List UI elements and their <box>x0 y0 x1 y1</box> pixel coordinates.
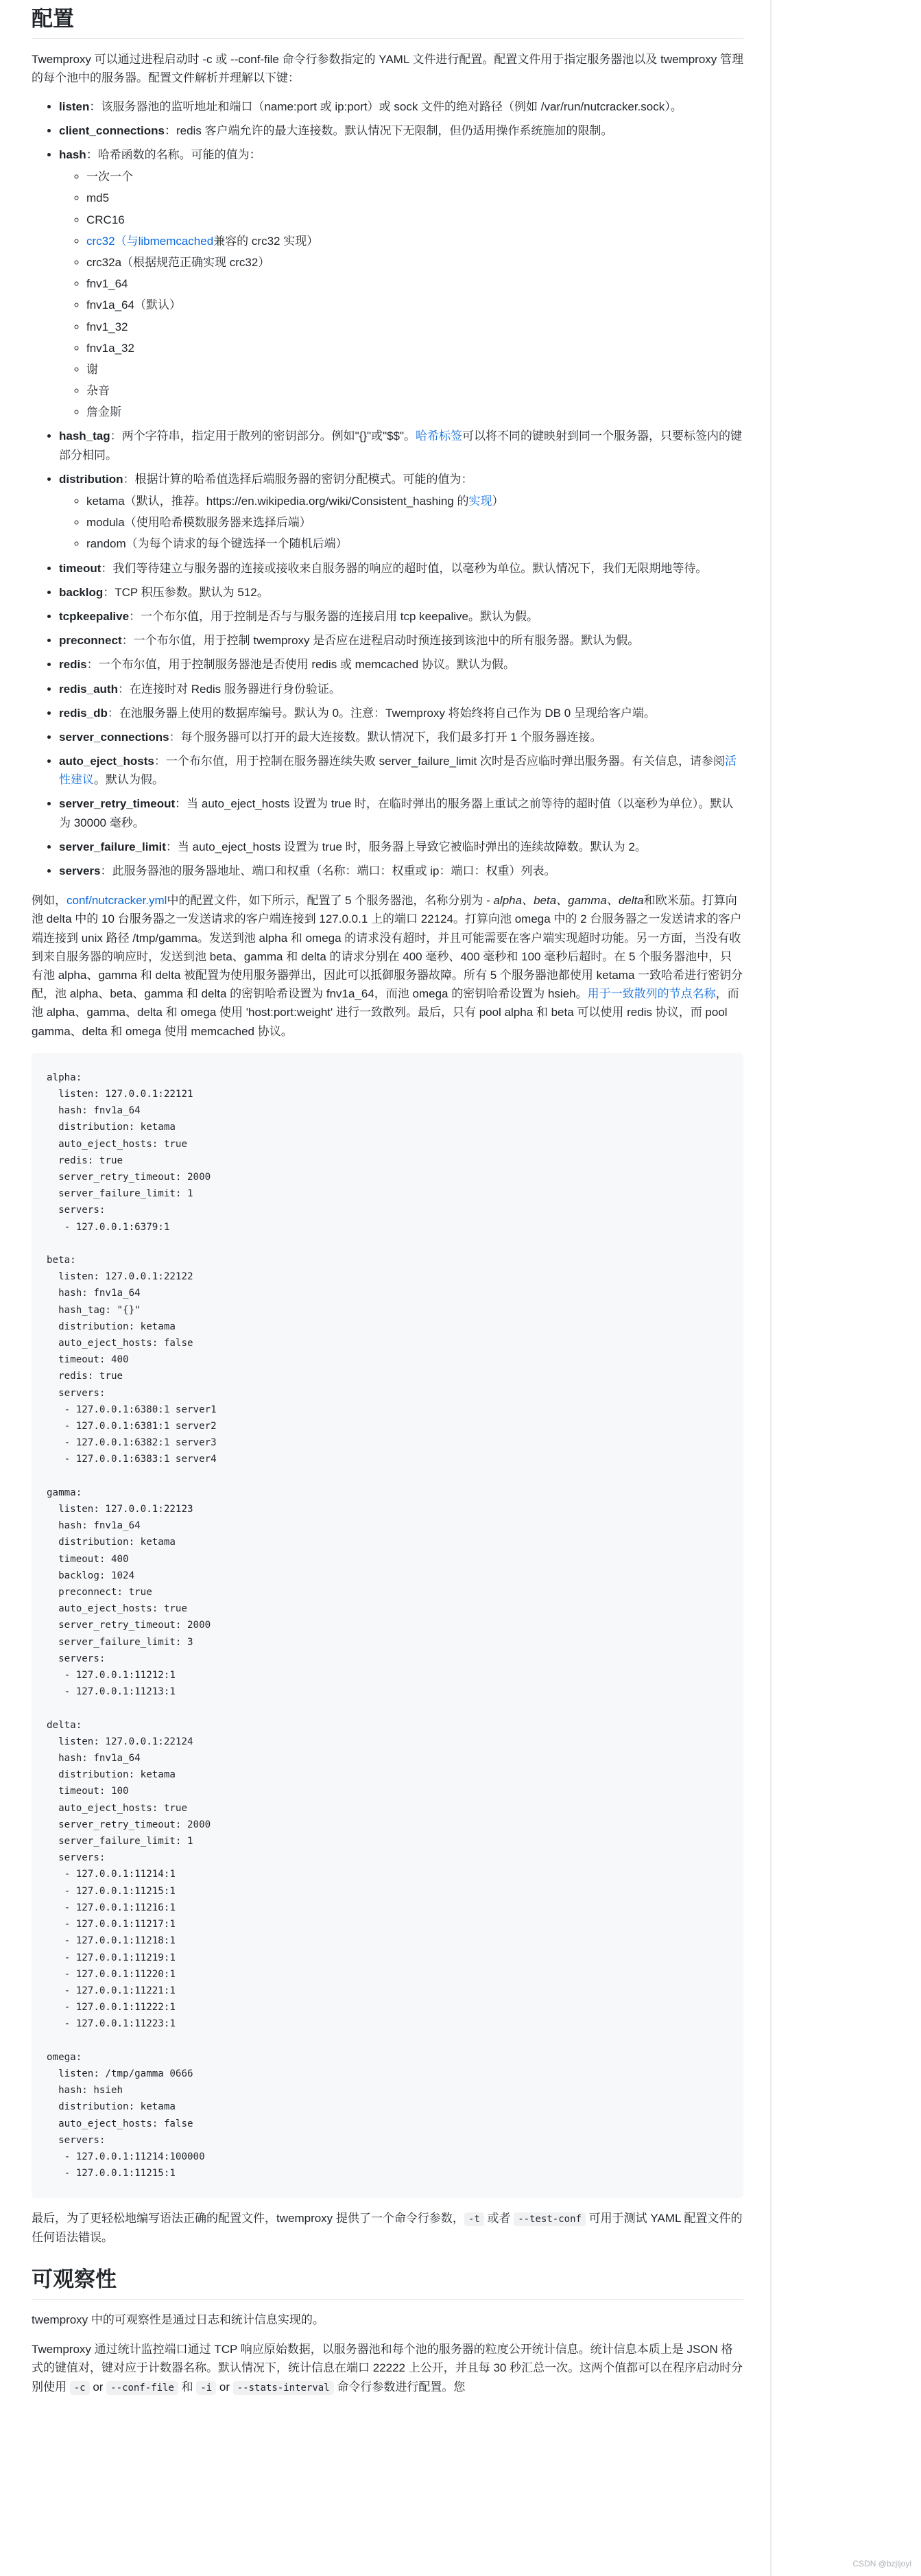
watermark: CSDN @bzjljoyl <box>852 2558 911 2568</box>
inline-code: --test-conf <box>514 2212 586 2226</box>
sidebar-divider <box>770 0 772 2576</box>
config-intro: Twemproxy 可以通过进程启动时 -c 或 --conf-file 命令行参数指定的 YAML 文件进行配置。配置文件用于指定服务器池以及 twemproxy 管理的每个池中的服务器。配置文件解析并理解以下键： <box>32 53 744 85</box>
list-item: ◦ fnv1_32 <box>86 318 743 336</box>
inline-code: --conf-file <box>106 2381 178 2395</box>
crc32-libmemcached-link[interactable]: crc32（与libmemcached <box>86 234 214 248</box>
hash-tags-link[interactable]: 哈希标签 <box>416 429 463 443</box>
list-item: ◦ 一次一个 <box>86 167 743 186</box>
key-desc: ：一个布尔值，用于控制在服务器连续失败 server_failure_limit 次时是否应临时弹出服务器。有关信息，请参阅 <box>154 755 725 768</box>
inline-code: --stats-interval <box>233 2381 334 2395</box>
inline-code: -c <box>70 2381 90 2395</box>
final-text: 或者 <box>483 2212 514 2225</box>
list-item: ◦ random（为每个请求的每个键选择一个随机后端） <box>86 534 743 553</box>
observability-intro: twemproxy 中的可观察性是通过日志和统计信息实现的。 <box>32 2313 324 2327</box>
list-item <box>86 492 743 510</box>
key-name: listen <box>59 99 90 113</box>
pool-names: alpha、beta、gamma、delta <box>493 894 644 908</box>
list-item <box>59 97 743 116</box>
example-paragraph <box>32 891 743 1041</box>
key-name: hash <box>59 148 86 162</box>
key-name: server_connections <box>59 730 169 744</box>
final-text: 最后，为了更轻松地编写语法正确的配置文件，twemproxy 提供了一个命令行参数， <box>32 2212 464 2225</box>
crc32-rest: 兼容的 crc32 实现） <box>213 234 319 248</box>
example-text: ，而池 alpha、gamma、delta 和 omega 使用 'host:port:weight' 进行一致散列。最后，只有 pool alpha 和 beta 可以使用 redis 协议，而 pool gamma、delta 和 omega 使用 memcached 协议。 <box>32 987 739 1038</box>
key-name: tcpkeepalive <box>59 609 130 623</box>
list-item: ◦ fnv1a_32 <box>86 339 743 357</box>
list-item: ◦ fnv1_64 <box>86 274 743 293</box>
test-conf-paragraph <box>32 2209 743 2246</box>
key-desc: ：两个字符串，指定用于散列的密钥部分。例如"{}"或"$$"。 <box>110 429 416 443</box>
final-text: 可用于测试 YAML 配置文件的任何语法错误。 <box>32 2212 743 2244</box>
dist-text: ） <box>492 495 504 508</box>
key-desc: ：一个布尔值，用于控制服务器池是否使用 redis 或 memcached 协议。默认为假。 <box>86 658 515 672</box>
key-desc: ：一个布尔值，用于控制 twemproxy 是否应在进程启动时预连接到该池中的所有服务器。默认为假。 <box>121 634 640 648</box>
config-keys-list <box>32 97 743 881</box>
key-desc: ：该服务器池的监听地址和端口（name:port 或 ip:port）或 sock 文件的绝对路径（例如 /var/run/nutcracker.sock）。 <box>89 99 682 113</box>
list-item <box>59 607 743 626</box>
key-name: timeout <box>59 561 101 575</box>
node-names-link[interactable]: 用于一致散列的节点名称 <box>587 987 716 1001</box>
list-item <box>59 427 743 464</box>
key-desc: ：在连接时对 Redis 服务器进行身份验证。 <box>117 682 341 696</box>
key-desc: ：一个布尔值，用于控制是否与与服务器的连接启用 tcp keepalive。默认为假。 <box>129 609 539 623</box>
distribution-values-list <box>59 492 743 554</box>
list-item <box>59 794 743 831</box>
key-name: redis_auth <box>59 682 118 696</box>
article-body <box>32 0 743 2396</box>
nutcracker-yml-link[interactable]: conf/nutcracker.yml <box>67 894 167 908</box>
stats-text: or <box>89 2380 107 2394</box>
key-desc: ：当 auto_eject_hosts 设置为 true 时，服务器上导致它被临时弹出的连续故障数。默认为 2。 <box>165 840 647 853</box>
dist-text: ketama（默认，推荐。https://en.wikipedia.org/wiki/Consistent_hashing 的 <box>86 495 469 508</box>
yaml-code-block: alpha: listen: 127.0.0.1:22121 hash: fnv1a_64 distribution: ketama auto_eject_hosts: true redis: true server_retry_timeout: 2000 server_failure_limit: 1 servers: - 127.0.0.1:6379:1 beta: listen: 127.0.0.1:22122 hash: fnv1a_64 hash_tag: "{}" distribution: ketama auto_eject_hosts: false timeout: 400 redis: true servers: - 127.0.0.1:6380:1 server1 - 127.0.0.1:6381:1 server2 - 127.0.0.1:6382:1 server3 - 127.0.0.1:6383:1 server4 gamma: listen: 127.0.0.1:22123 hash: fnv1a_64 distribution: ketama timeout: 400 backlog: 1024 preconnect: true auto_eject_hosts: true server_retry_timeout: 2000 server_failure_limit: 3 servers: - 127.0.0.1:11212:1 - 127.0.0.1:11213:1 delta: listen: 127.0.0.1:22124 hash: fnv1a_64 distribution: ketama timeout: 100 auto_eject_hosts: true server_retry_timeout: 2000 server_failure_limit: 1 servers: - 127.0.0.1:11214:1 - 127.0.0.1:11215:1 - 127.0.0.1:11216:1 - 127.0.0.1:11217:1 - 127.0.0.1:11218:1 - 127.0.0.1:11219:1 - 127.0.0.1:11220:1 - 127.0.0.1:11221:1 - 127.0.0.1:11222:1 - 127.0.0.1:11223:1 omega: listen: /tmp/gamma 0666 hash: hsieh distribution: ketama auto_eject_hosts: false servers: - 127.0.0.1:11214:100000 - 127.0.0.1:11215:1 <box>32 1053 743 2199</box>
key-desc: ：哈希函数的名称。可能的值为： <box>86 148 261 162</box>
list-item <box>59 583 743 602</box>
stats-text: or <box>216 2380 233 2394</box>
list-item <box>59 145 743 421</box>
key-name: distribution <box>59 472 123 486</box>
list-item <box>59 728 743 746</box>
section-heading-observability: 可观察性 <box>32 2266 743 2300</box>
hash-values-list <box>59 167 743 421</box>
inline-code: -t <box>464 2212 484 2226</box>
example-text: 例如， <box>32 894 67 908</box>
list-item <box>86 232 743 250</box>
key-name: backlog <box>59 585 104 599</box>
list-item: ◦ md5 <box>86 189 743 207</box>
key-desc: ：我们等待建立与服务器的连接或接收来自服务器的响应的超时值，以毫秒为单位。默认情况下，我们无限期地等待。 <box>101 561 708 575</box>
key-desc: ：redis 客户端允许的最大连接数。默认情况下无限制，但仍适用操作系统施加的限制。 <box>164 123 613 137</box>
section-heading-config: 配置 <box>32 5 743 39</box>
key-name: server_retry_timeout <box>59 797 176 811</box>
list-item: ◦ fnv1a_64（默认） <box>86 296 743 314</box>
list-item <box>59 121 743 140</box>
list-item: ◦ 杂音 <box>86 381 743 400</box>
example-text: 中的配置文件，如下所示，配置了 5 个服务器池，名称分别为 - <box>167 894 494 908</box>
list-item <box>59 862 743 880</box>
list-item <box>59 470 743 554</box>
key-name: server_failure_limit <box>59 840 166 853</box>
stats-text: 和 <box>178 2380 197 2394</box>
example-text: 和欧米茄。打算向池 delta 中的 10 台服务器之一发送请求的客户端连接到 127.0.0.1 上的端口 22124。打算向池 omega 中的 2 台服务器之一发送请求的客户端连接到 unix 路径 /tmp/gamma。发送到池 alpha 和 omega 的请求没有超时，并且可能需要在客户端实现超时功能。另一方面，当没有收到来自服务器的响应时，发送到池 beta、gamma 和 delta 的请求分别在 400 毫秒、400 毫秒和 100 毫秒后超时。在 5 个服务器池中，只有池 alpha、gamma 和 delta 被配置为使用服务器弹出，因此可以抵御服务器故障。所有 5 个服务器池都使用 ketama 一致哈希进行密钥分配，池 alpha、beta、gamma 和 delta 的密钥哈希设置为 fnv1a_64，而池 omega 的密钥哈希设置为 hsieh。 <box>32 894 743 1001</box>
key-name: servers <box>59 864 101 878</box>
list-item: ◦ crc32a（根据规范正确实现 crc32） <box>86 253 743 272</box>
list-item <box>59 655 743 674</box>
consistent-hashing-link[interactable]: 实现 <box>468 495 492 508</box>
key-name: redis <box>59 658 87 672</box>
liveness-recommendations-link[interactable]: 活性建议 <box>59 755 737 787</box>
key-desc: 。默认为假。 <box>94 773 164 787</box>
key-desc: ：在池服务器上使用的数据库编号。默认为 0。注意：Twemproxy 将始终将自己作为 DB 0 呈现给客户端。 <box>107 706 656 720</box>
key-desc: 可以将不同的键映射到同一个服务器，只要标签内的键部分相同。 <box>59 429 743 462</box>
key-desc: ：此服务器池的服务器地址、端口和权重（名称：端口：权重或 ip：端口：权重）列表。 <box>100 864 556 878</box>
list-item: ◦ CRC16 <box>86 211 743 229</box>
list-item: ◦ modula（使用哈希模数服务器来选择后端） <box>86 513 743 532</box>
key-name: preconnect <box>59 634 122 648</box>
key-desc: ：TCP 积压参数。默认为 512。 <box>103 585 269 599</box>
list-item <box>59 631 743 650</box>
list-item <box>59 680 743 698</box>
list-item <box>59 752 743 789</box>
stats-paragraph <box>32 2340 743 2396</box>
key-desc: ：根据计算的哈希值选择后端服务器的密钥分配模式。可能的值为： <box>123 472 473 486</box>
list-item: ◦ 詹金斯 <box>86 403 743 421</box>
key-name: client_connections <box>59 123 165 137</box>
key-desc: ：每个服务器可以打开的最大连接数。默认情况下，我们最多打开 1 个服务器连接。 <box>169 730 602 744</box>
key-desc: ：当 auto_eject_hosts 设置为 true 时，在临时弹出的服务器上重试之前等待的超时值（以毫秒为单位）。默认为 30000 毫秒。 <box>59 797 734 829</box>
stats-text: Twemproxy 通过统计监控端口通过 TCP 响应原始数据，以服务器池和每个池的服务器的粒度公开统计信息。统计信息本质上是 JSON 格式的键值对，键对应于计数器名称。默认情况下，统计信息在端口 22222 上公开，并且每 30 秒汇总一次。这两个值都可以在程序启动时分别使用 <box>32 2343 743 2394</box>
key-name: hash_tag <box>59 429 110 443</box>
key-name: redis_db <box>59 706 108 720</box>
stats-text: 命令行参数进行配置。您 <box>333 2380 466 2394</box>
key-name: auto_eject_hosts <box>59 755 154 768</box>
list-item <box>59 838 743 856</box>
list-item <box>59 559 743 578</box>
list-item <box>59 704 743 722</box>
inline-code: -i <box>196 2381 216 2395</box>
list-item: ◦ 谢 <box>86 360 743 379</box>
